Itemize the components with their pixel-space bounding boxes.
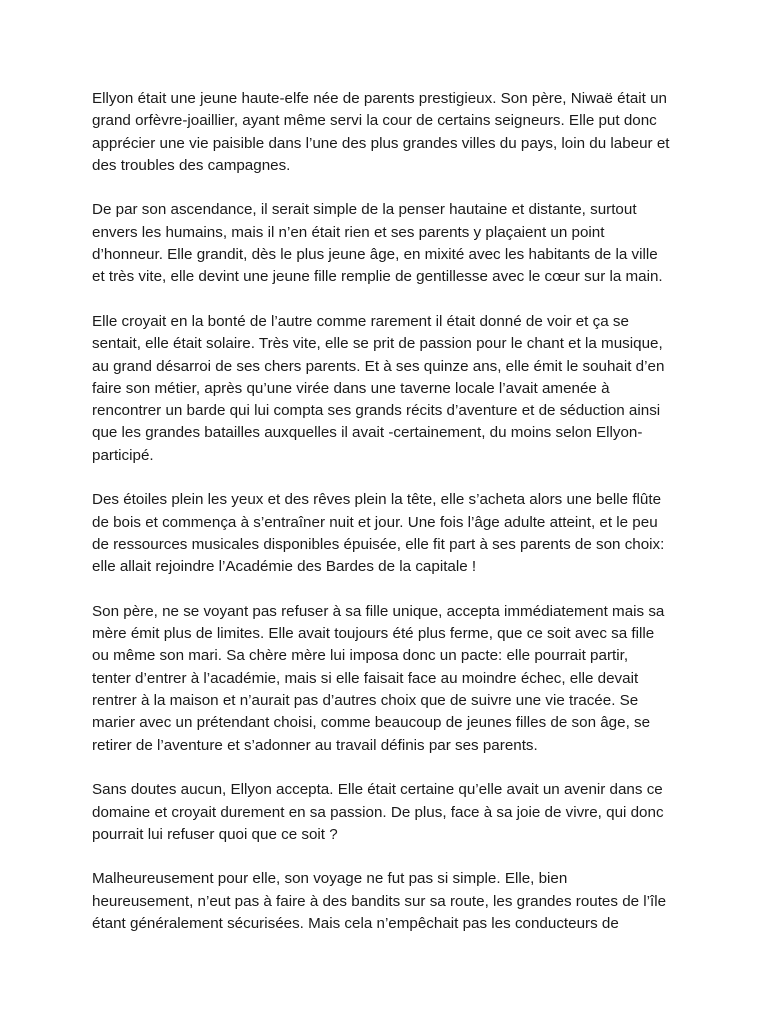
text-line: mère émit plus de limites. Elle avait toujours été plus ferme, que ce soit avec sa fille (92, 625, 655, 643)
text-line: Ellyon était une jeune haute-elfe née de parents prestigieux. Son père, Niwaë était un (92, 90, 667, 107)
text-line: pourrait lui refuser quoi que ce soit ? (92, 825, 338, 843)
text-line: des troubles des campagnes. (92, 156, 291, 174)
paragraph-5 (92, 601, 692, 757)
text-line: et très vite, elle devint une jeune fille remplie de gentillesse avec le cœur sur la main. (92, 268, 663, 286)
text-line: Sans doutes aucun, Ellyon accepta. Elle était certaine qu’elle avait un avenir dans ce (92, 781, 663, 799)
text-line: heureusement, n’eut pas à faire à des bandits sur sa route, les grandes routes de l’île (92, 892, 667, 910)
text-line: Des étoiles plein les yeux et des rêves plein la tête, elle s’acheta alors une belle flûte (92, 491, 662, 509)
text-line: sentait, elle était solaire. Très vite, elle se prit de passion pour le chant et la musique, (92, 335, 663, 353)
text-line: étant généralement sécurisées. Mais cela n’empêchait pas les conducteurs de (92, 914, 619, 932)
text-line: rencontrer un barde qui lui compta ses grands récits d’aventure et de séduction ainsi (92, 402, 661, 420)
paragraph-7 (92, 868, 692, 935)
text-line: De par son ascendance, il serait simple de la penser hautaine et distante, surtout (92, 201, 637, 219)
text-line: domaine et croyait durement en sa passion. De plus, face à sa joie de vivre, qui donc (92, 803, 664, 821)
text-line: tenter d’entrer à l’académie, mais si elle faisait face au moindre échec, elle devait (92, 669, 639, 687)
text-line: Son père, ne se voyant pas refuser à sa fille unique, accepta immédiatement mais sa (92, 602, 665, 620)
text-line: au grand désarroi de ses chers parents. Et à ses quinze ans, elle émit le souhait d’en (92, 357, 665, 375)
text-line: ou même son mari. Sa chère mère lui imposa donc un pacte: elle pourrait partir, (92, 647, 629, 665)
text-line: rentrer à la maison et n’aurait pas d’autres choix que de suivre une vie tracée. Se (92, 692, 639, 710)
text-line: de ressources musicales disponibles épuisée, elle fit part à ses parents de son choix: (92, 535, 665, 553)
text-line: Elle croyait en la bonté de l’autre comme rarement il était donné de voir et ça se (92, 312, 629, 330)
text-line: faire son métier, après qu’une virée dans une taverne locale l’avait amenée à (92, 379, 610, 397)
text-line: Malheureusement pour elle, son voyage ne fut pas si simple. Elle, bien (92, 870, 568, 888)
text-line: grand orfèvre-joaillier, ayant même servi la cour de certains seigneurs. Elle put donc (92, 112, 657, 130)
paragraph-6 (92, 779, 692, 846)
document-body (92, 88, 692, 958)
text-line: apprécier une vie paisible dans l’une des plus grandes villes du pays, loin du labeur et (92, 134, 670, 152)
paragraph-1 (92, 88, 692, 177)
text-line: participé. (92, 446, 154, 464)
text-line: marier avec un prétendant choisi, comme beaucoup de jeunes filles de son âge, se (92, 714, 651, 732)
text-line: de bois et commença à s’entraîner nuit et jour. Une fois l’âge adulte atteint, et le peu (92, 513, 658, 531)
text-line: d’honneur. Elle grandit, dès le plus jeune âge, en mixité avec les habitants de la ville (92, 246, 658, 264)
text-line: retirer de l’aventure et s’adonner au travail définis par ses parents. (92, 736, 538, 754)
paragraph-4 (92, 489, 692, 578)
paragraph-2 (92, 199, 692, 288)
text-line: que les grandes batailles auxquelles il avait -certainement, du moins selon Ellyon- (92, 424, 643, 442)
text-line: envers les humains, mais il n’en était rien et ses parents y plaçaient un point (92, 223, 605, 241)
paragraph-3 (92, 311, 692, 467)
text-line: elle allait rejoindre l’Académie des Bardes de la capitale ! (92, 558, 477, 576)
